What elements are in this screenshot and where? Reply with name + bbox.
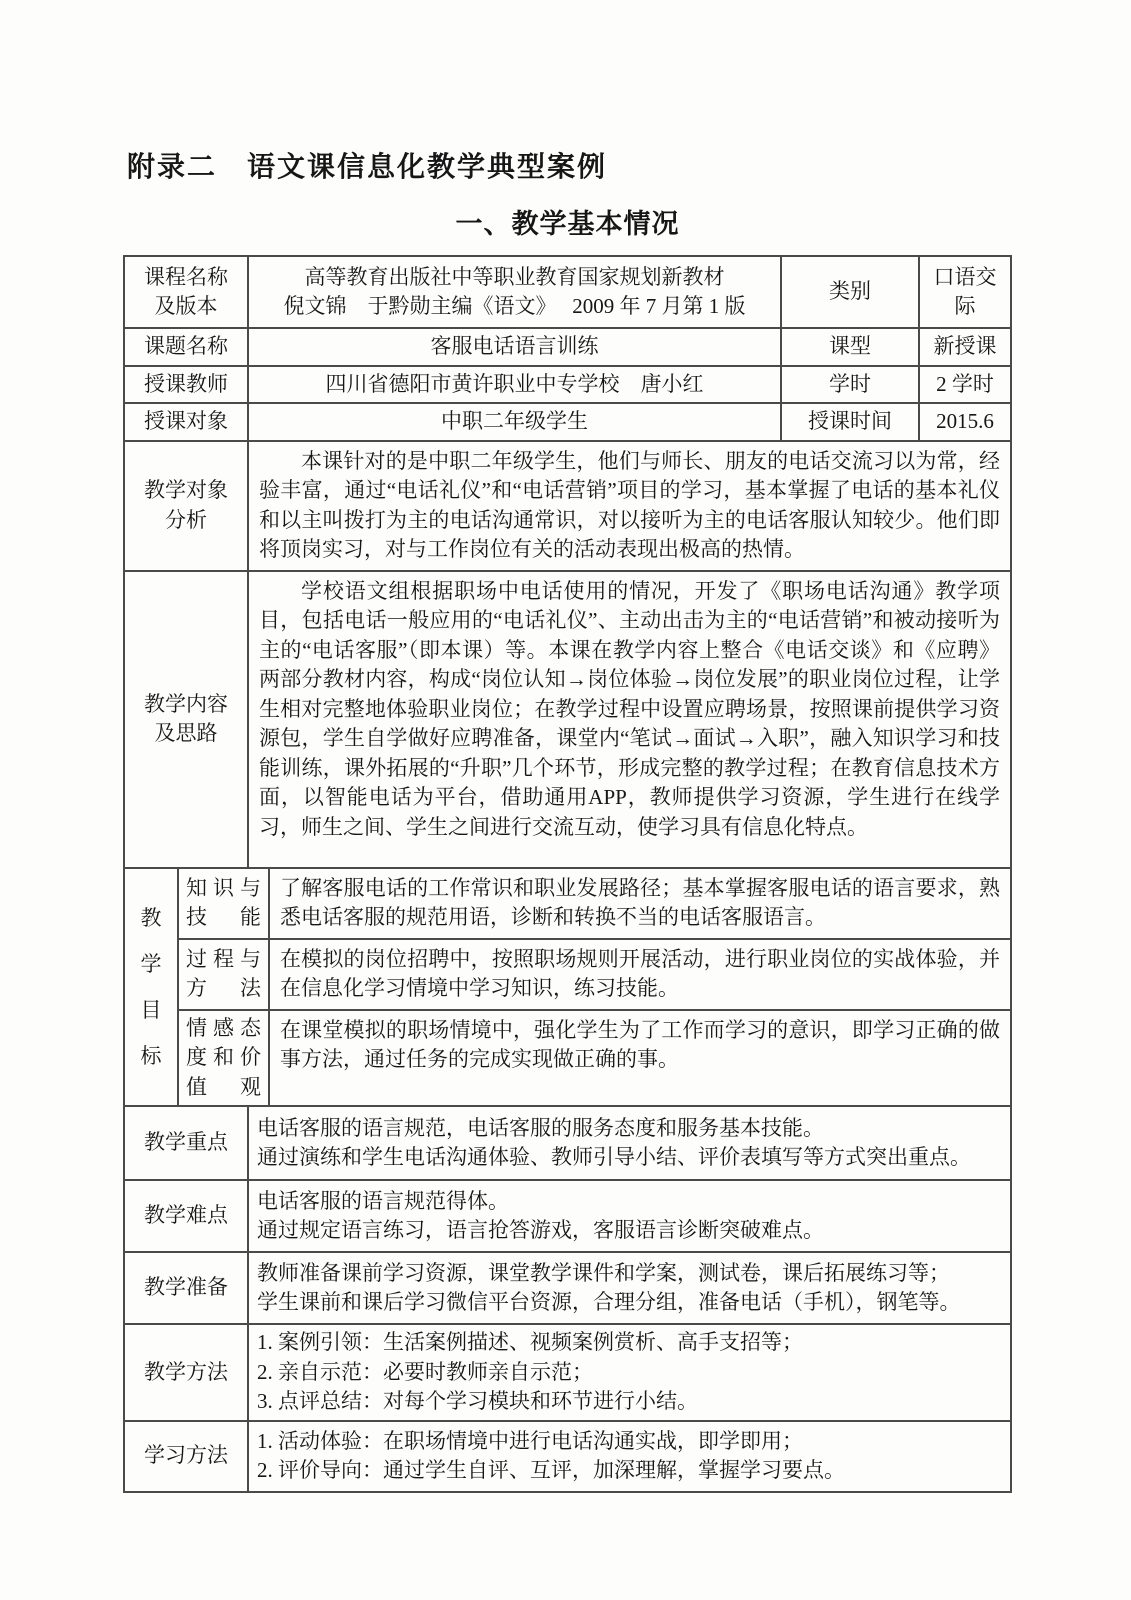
text-line: 2. 亲自示范：必要时教师亲自示范； (257, 1359, 593, 1384)
analysis-text: 本课针对的是中职二年级学生，他们与师长、朋友的电话交流习以为常，经验丰富，通过“电话礼仪”和“电话营销”项目的学习，基本掌握了电话的基本礼仪和以主叫拨打为主的电话沟通常识，对以接听为主的电话客服认知较少。他们即将顶岗实习，对与工作岗位有关的活动表现出极高的热情。 (249, 442, 1012, 570)
category-label: 类别 (782, 257, 920, 327)
objective-knowledge-skills-row (179, 869, 1012, 940)
table-row-objectives (125, 869, 1012, 1108)
text-line: 教师准备课前学习资源，课堂教学课件和学案，测试卷，课后拓展练习等； (257, 1260, 950, 1285)
objective-text: 了解客服电话的工作常识和职业发展路径；基本掌握客服电话的语言要求，熟悉电话客服的规范用语，诊断和转换不当的电话客服语言。 (270, 869, 1012, 938)
row-label-teaching-methods: 教学方法 (125, 1325, 249, 1420)
text-line: 1. 活动体验：在职场情境中进行电话沟通实战，即学即用； (257, 1428, 803, 1453)
row-label-objectives (125, 869, 179, 1106)
row-label-course (125, 257, 249, 327)
table-row-teaching-methods (125, 1325, 1012, 1422)
row-label-students: 授课对象 (125, 404, 249, 440)
row-label-line: 课程名称 (144, 264, 228, 289)
objective-text: 在模拟的岗位招聘中，按照职场规则开展活动，进行职业岗位的实战体验，并在信息化学习情境中学习知识，练习技能。 (270, 940, 1012, 1009)
learning-methods-text (249, 1422, 1012, 1491)
objective-sub-label: 过程与方法 (179, 940, 270, 1009)
row-label-line: 教学对象 (144, 478, 228, 502)
table-row-preparation (125, 1253, 1012, 1325)
category-value: 口语交际 (920, 257, 1012, 327)
course-value-line: 高等教育出版社中等职业教育国家规划新教材 (304, 264, 725, 289)
table-row-students (125, 404, 1012, 442)
teacher-value: 四川省德阳市黄许职业中专学校 唐小红 (249, 367, 782, 403)
objective-sub-label: 知识与技能 (179, 869, 270, 938)
course-value (249, 257, 782, 327)
section-title: 一、教学基本情况 (455, 209, 680, 239)
content-text: 学校语文组根据职场中电话使用的情况，开发了《职场电话沟通》教学项目，包括电话一般应用的“电话礼仪”、主动出击为主的“电话营销”和被动接听为主的“电话客服”（即本课）等。本课在教学内容上整合《电话交谈》和《应聘》两部分教材内容，构成“岗位认知→岗位体验→岗位发展”的职业岗位过程，让学生相对完整地体验职业岗位；在教学过程中设置应聘场景，按照课前提供学习资源包，学生自学做好应聘准备，课堂内“笔试→面试→入职”，融入知识学习和技能训练，课外拓展的“升职”几个环节，形成完整的教学过程；在教育信息技术方面，以智能电话为平台，借助通用APP，教师提供学习资源，学生进行在线学习，师生之间、学生之间进行交流互动，使学习具有信息化特点。 (249, 572, 1012, 867)
preparation-text (249, 1253, 1012, 1323)
lesson-type-value: 新授课 (920, 329, 1012, 365)
hours-value: 2 学时 (920, 367, 1012, 403)
objective-sub-label: 情感态度和价值观 (179, 1011, 270, 1106)
key-points-text (249, 1107, 1012, 1179)
objective-attitude-values-row (179, 1011, 1012, 1106)
table-row-difficulties (125, 1181, 1012, 1253)
table-row-analysis (125, 442, 1012, 572)
table-row-learning-methods (125, 1422, 1012, 1493)
teaching-methods-text (249, 1325, 1012, 1420)
row-label-analysis (125, 442, 249, 570)
text-line: 通过演练和学生电话沟通体验、教师引导小结、评价表填写等方式突出重点。 (257, 1145, 971, 1169)
row-label-preparation: 教学准备 (125, 1253, 249, 1323)
row-label-difficulties: 教学难点 (125, 1181, 249, 1251)
text-line: 学生课前和课后学习微信平台资源，合理分组，准备电话（手机），钢笔等。 (257, 1290, 961, 1314)
hours-label: 学时 (782, 367, 920, 403)
text-line: 电话客服的语言规范得体。 (257, 1188, 509, 1213)
difficulties-text (249, 1181, 1012, 1251)
objective-process-method-row (179, 940, 1012, 1011)
teaching-basic-info-table (123, 255, 1012, 1493)
objective-text: 在课堂模拟的职场情境中，强化学生为了工作而学习的意识，即学习正确的做事方法，通过任务的完成实现做正确的事。 (270, 1011, 1012, 1106)
teach-time-value: 2015.6 (920, 404, 1012, 440)
text-line: 电话客服的语言规范，电话客服的服务态度和服务基本技能。 (257, 1115, 824, 1140)
teach-time-label: 授课时间 (782, 404, 920, 440)
topic-value: 客服电话语言训练 (249, 329, 782, 365)
table-row-teacher (125, 367, 1012, 405)
course-value-line: 倪文锦 于黔勋主编《语文》 2009 年 7 月第 1 版 (283, 294, 746, 318)
text-line: 3. 点评总结：对每个学习模块和环节进行小结。 (257, 1389, 698, 1413)
text-line: 1. 案例引领：生活案例描述、视频案例赏析、高手支招等； (257, 1330, 803, 1354)
table-row-topic (125, 329, 1012, 367)
row-label-learning-methods: 学习方法 (125, 1422, 249, 1491)
appendix-title: 附录二 语文课信息化教学典型案例 (127, 151, 608, 182)
objectives-subrows (179, 869, 1012, 1106)
row-label-line: 及版本 (154, 294, 218, 318)
objectives-vertical-label: 教学目标 (140, 905, 162, 1068)
students-value: 中职二年级学生 (249, 404, 782, 440)
row-label-content (125, 572, 249, 867)
table-row-content (125, 572, 1012, 869)
text-line: 通过规定语言练习，语言抢答游戏，客服语言诊断突破难点。 (257, 1218, 824, 1242)
row-label-teacher: 授课教师 (125, 367, 249, 403)
row-label-line: 教学内容 (144, 691, 228, 716)
lesson-type-label: 课型 (782, 329, 920, 365)
table-row-key-points (125, 1107, 1012, 1181)
row-label-key-points: 教学重点 (125, 1107, 249, 1179)
row-label-line: 及思路 (154, 721, 218, 745)
row-label-line: 分析 (165, 507, 207, 532)
table-row-course (125, 257, 1012, 329)
text-line: 2. 评价导向：通过学生自评、互评，加深理解，掌握学习要点。 (257, 1458, 845, 1482)
row-label-topic: 课题名称 (125, 329, 249, 365)
